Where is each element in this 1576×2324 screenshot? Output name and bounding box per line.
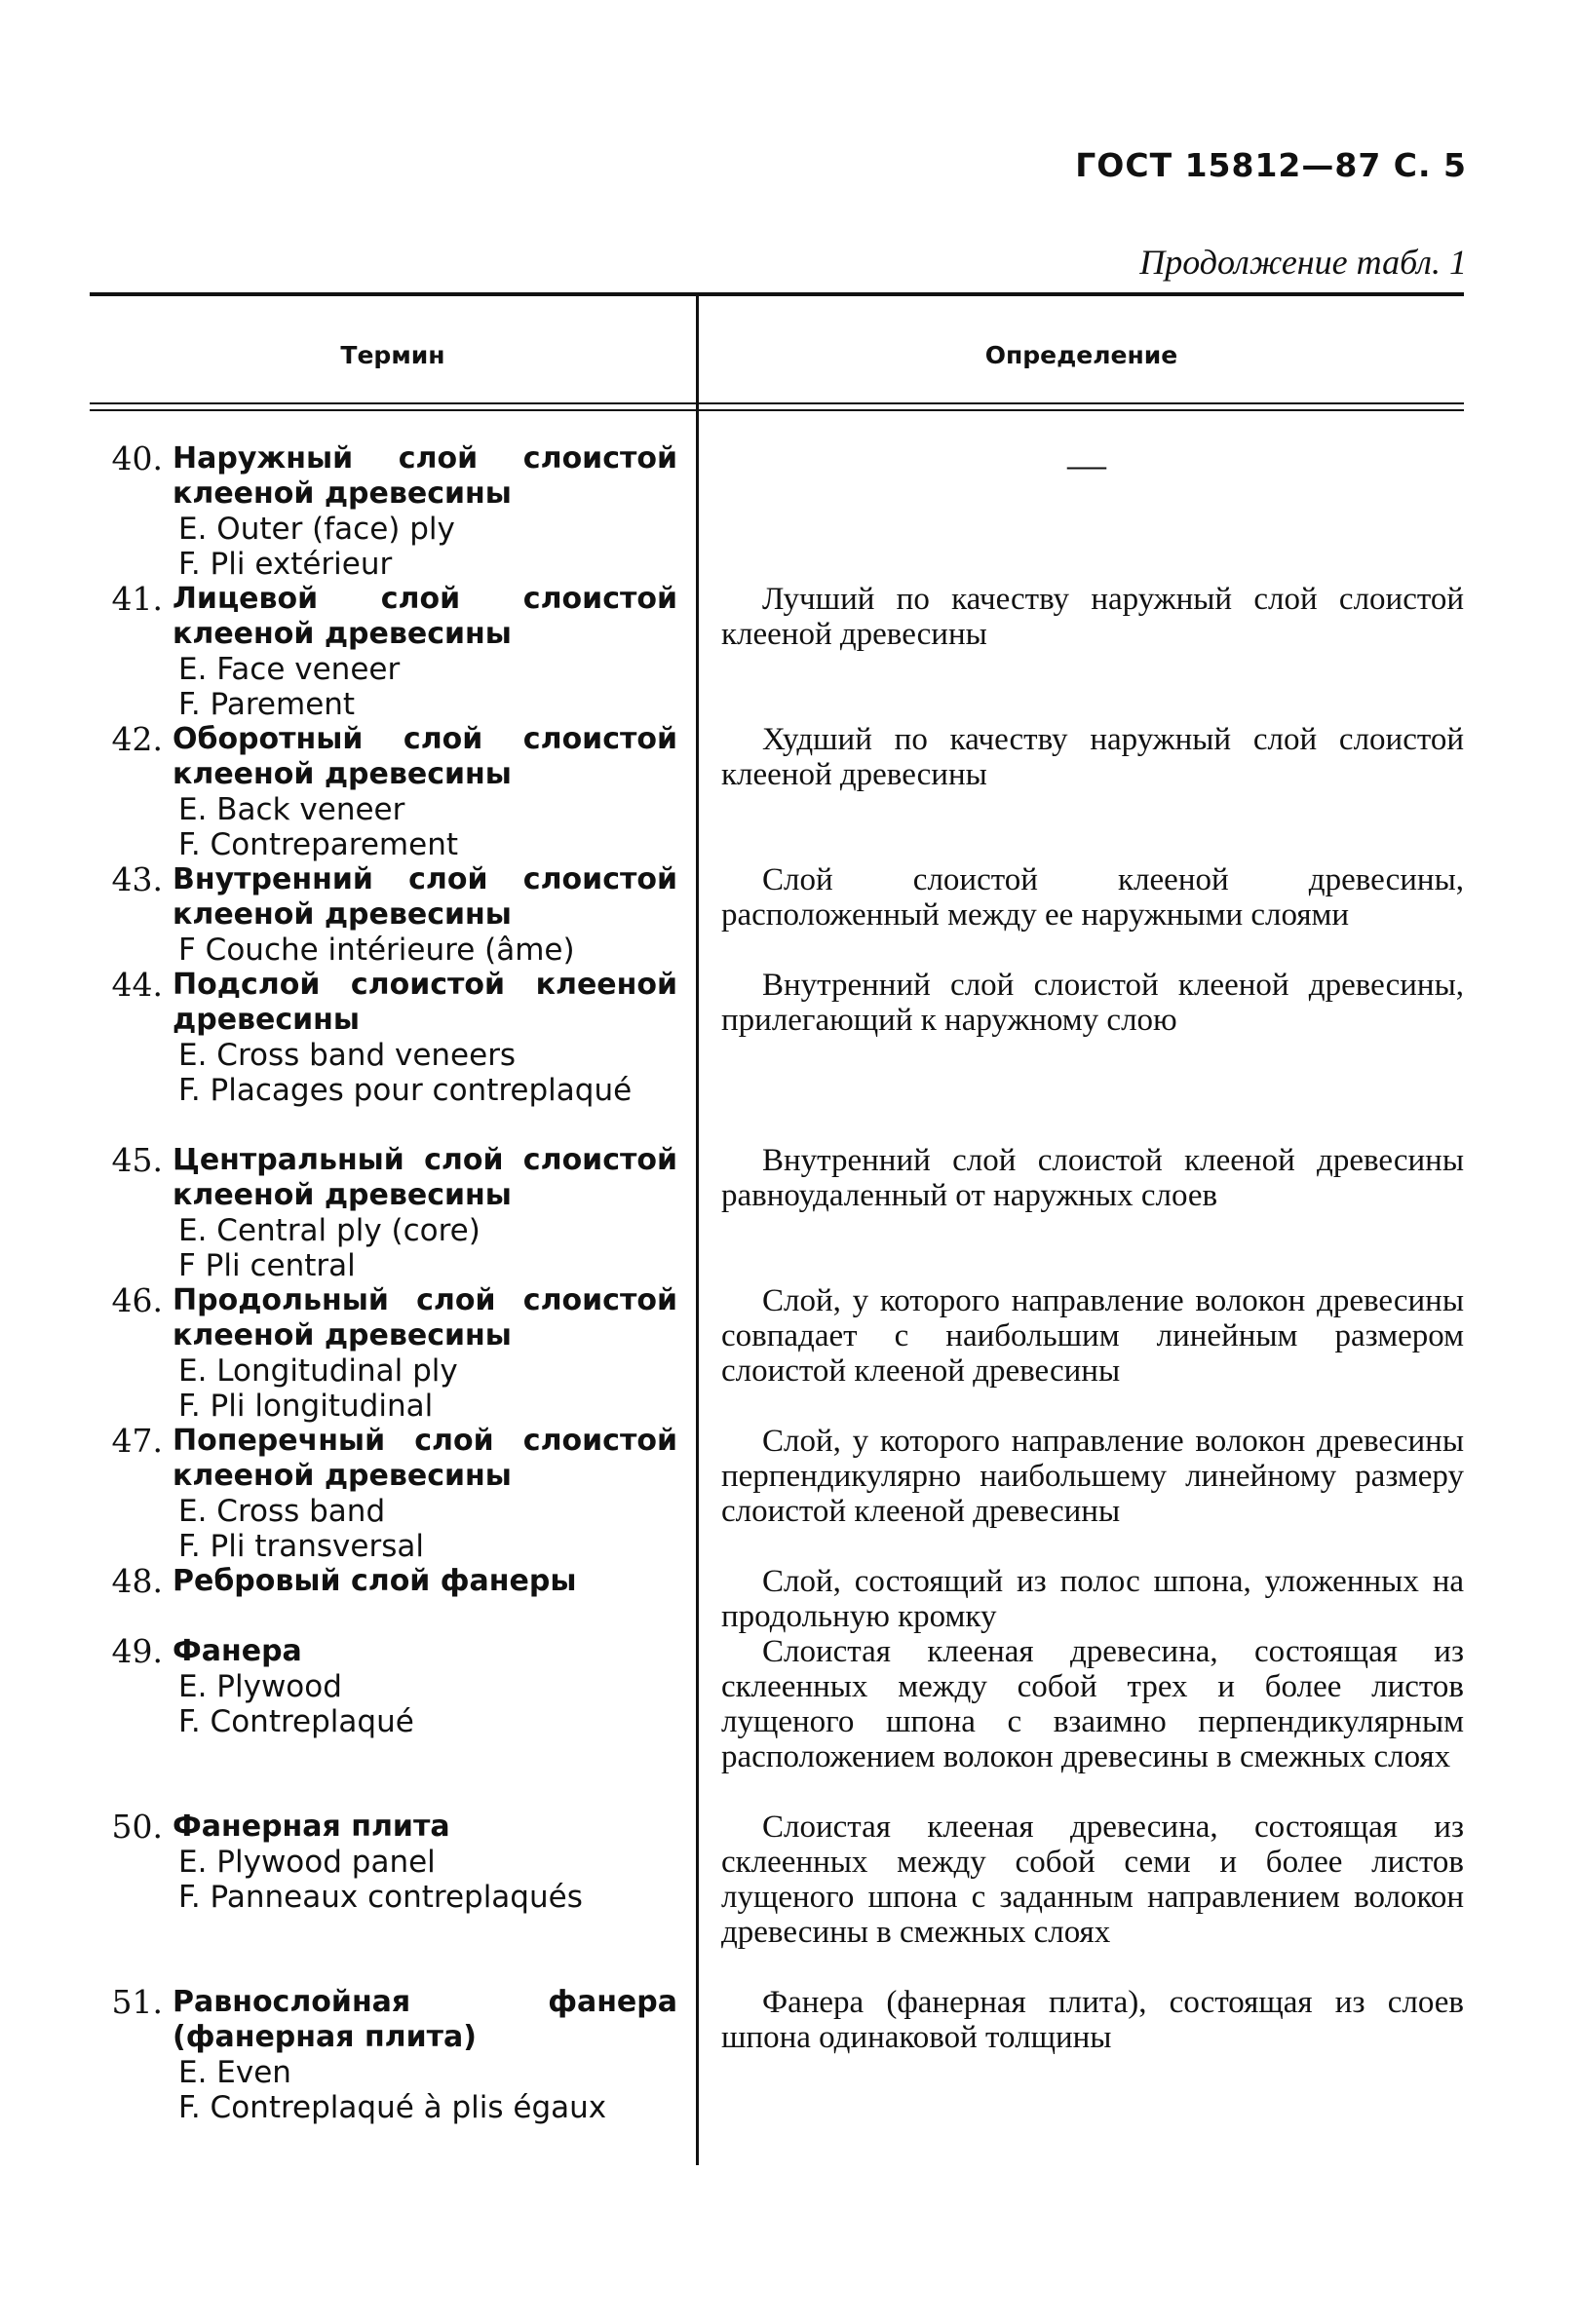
term-french: F. Pli transversal [178, 1529, 424, 1564]
term-english: E. Face veneer [178, 652, 401, 687]
term-number: 50. [111, 1808, 163, 1846]
definition-cell: Внутренний слой слоистой клееной древесины равноудаленный от наружных слоев [721, 1143, 1464, 1213]
doc-header: ГОСТ 15812—87 С. 5 [1075, 146, 1467, 184]
term-number: 43. [111, 860, 163, 898]
definition-cell: Слоистая клееная древесина, состоящая из склеенных между собой семи и более листов лущеного шпона с заданным направлением волокон древесины в смежных слоях [721, 1810, 1464, 1950]
term-name: Центральный слой слоистой клееной древесины [173, 1143, 677, 1212]
term-french: F. Pli extérieur [178, 547, 393, 582]
table-column-divider [696, 294, 699, 2165]
term-french: F. Parement [178, 687, 356, 722]
table-row [93, 1564, 677, 1599]
definition-cell: Фанера (фанерная плита), состоящая из слоев шпона одинаковой толщины [721, 1985, 1464, 2055]
term-french: F Couche intérieure (âme) [178, 933, 575, 968]
definition-cell: Слой, у которого направление волокон древесины перпендикулярно наибольшему линейному размеру слоистой клееной древесины [721, 1424, 1464, 1529]
term-english: E. Central ply (core) [178, 1213, 480, 1248]
definition-cell: Внутренний слой слоистой клееной древесины, прилегающий к наружному слою [721, 968, 1464, 1038]
column-header-term: Термин [340, 341, 445, 369]
table-row [93, 968, 677, 1108]
table-row [93, 1283, 677, 1424]
term-name: Оборотный слой слоистой клееной древесины [173, 722, 677, 791]
term-english: E. Cross band veneers [178, 1038, 517, 1073]
term-number: 51. [111, 1983, 163, 2021]
term-name: Подслой слоистой клееной древесины [173, 968, 677, 1037]
term-name: Ребровый слой фанеры [173, 1564, 577, 1598]
term-english: E. Plywood [178, 1669, 342, 1704]
definition-cell: Лучший по качеству наружный слой слоистой клееной древесины [721, 582, 1464, 652]
term-name: Наружный слой слоистой клееной древесины [173, 441, 677, 511]
continuation-label: Продолжение табл. 1 [1139, 243, 1467, 282]
term-french: F. Panneaux contreplaqués [178, 1880, 583, 1915]
term-french: F Pli central [178, 1248, 356, 1283]
term-number: 48. [111, 1562, 163, 1600]
term-name: Внутренний слой слоистой клееной древесины [173, 862, 677, 932]
term-english: E. Longitudinal ply [178, 1353, 458, 1389]
table-row [93, 1985, 677, 2125]
table-row [93, 1424, 677, 1564]
table-row [93, 1810, 677, 1915]
term-number: 49. [111, 1632, 163, 1670]
term-number: 45. [111, 1141, 163, 1179]
definition-cell: Слоистая клееная древесина, состоящая из склеенных между собой трех и более листов лущеного шпона с взаимно перпендикулярным расположением волокон древесины в смежных слоях [721, 1634, 1464, 1774]
term-english: E. Outer (face) ply [178, 512, 455, 547]
term-french: F. Placages pour contreplaqué [178, 1073, 633, 1108]
term-english: E. Cross band [178, 1494, 386, 1529]
term-english: E. Even [178, 2055, 291, 2090]
term-english: E. Plywood panel [178, 1845, 436, 1880]
term-name: Равнослойная фанера (фанерная плита) [173, 1985, 677, 2054]
table-row [93, 1634, 677, 1739]
term-french: F. Contreplaqué [178, 1704, 414, 1739]
definition-cell: Худший по качеству наружный слой слоистой клееной древесины [721, 722, 1464, 792]
header-rule [90, 409, 1464, 411]
definition-cell: Слой, у которого направление волокон древесины совпадает с наибольшим линейным размером слоистой клееной древесины [721, 1283, 1464, 1389]
table-top-rule [90, 292, 1464, 296]
definition-cell: Слой, состоящий из полос шпона, уложенных на продольную кромку [721, 1564, 1464, 1634]
term-name: Фанерная плита [173, 1810, 450, 1844]
term-number: 42. [111, 720, 163, 758]
term-english: E. Back veneer [178, 792, 405, 827]
column-header-definition: Определение [984, 341, 1178, 369]
term-number: 41. [111, 580, 163, 618]
table-row [93, 722, 677, 862]
definition-cell: Слой слоистой клееной древесины, расположенный между ее наружными слоями [721, 862, 1464, 933]
term-name: Лицевой слой слоистой клееной древесины [173, 582, 677, 651]
term-number: 46. [111, 1281, 163, 1319]
table-row [93, 1143, 677, 1283]
term-number: 40. [111, 439, 163, 477]
table-row [93, 441, 677, 582]
term-name: Поперечный слой слоистой клееной древесины [173, 1424, 677, 1493]
term-french: F. Contreparement [178, 827, 458, 862]
term-name: Продольный слой слоистой клееной древесины [173, 1283, 677, 1352]
definition-dash: — [1067, 442, 1106, 486]
header-rule [90, 402, 1464, 404]
table-row [93, 582, 677, 722]
term-number: 44. [111, 966, 163, 1004]
term-french: F. Contreplaqué à plis égaux [178, 2090, 607, 2125]
term-name: Фанера [173, 1634, 302, 1668]
table-row [93, 862, 677, 968]
term-number: 47. [111, 1422, 163, 1460]
term-french: F. Pli longitudinal [178, 1389, 434, 1424]
